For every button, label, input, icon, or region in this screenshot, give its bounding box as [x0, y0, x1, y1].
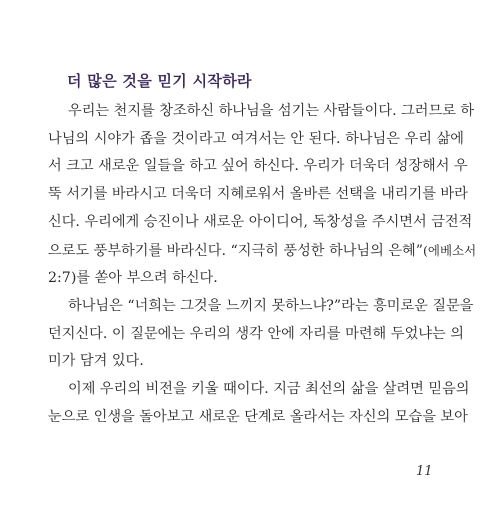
paragraph-2	[48, 293, 474, 376]
text-line	[48, 237, 477, 266]
paragraph-1	[48, 98, 477, 293]
text-line: 뚝 서기를 바라시고 더욱더 지혜로워서 올바른 선택을 내리기를 바라	[48, 186, 468, 203]
text-line: 던지신다. 이 질문에는 우리의 생각 안에 자리를 마련해 두었냐는 의	[48, 325, 464, 342]
text-line: 이제 우리의 비전을 키울 때이다. 지금 최선의 삶을 살려면 믿음의	[68, 381, 470, 398]
text-line: 신다. 우리에게 승진이나 새로운 아이디어, 독창성을 주시면서 금전적	[48, 213, 473, 230]
section-heading: 더 많은 것을 믿기 시작하라	[67, 72, 252, 90]
text-line-main: 으로도 풍부하기를 바라신다. “지극히 풍성한 하나님의 은혜”	[48, 242, 423, 259]
page-number: 11	[416, 464, 433, 479]
text-line: 우리는 천지를 창조하신 하나님을 섬기는 사람들이다. 그러므로 하	[68, 103, 475, 119]
text-line: 미가 담겨 있다.	[48, 353, 144, 370]
text-line: 나님의 시야가 좁을 것이라고 여겨서는 안 된다. 하나님은 우리 삶에	[48, 130, 464, 147]
text-line: 2:7)를 쏟아 부으려 하신다.	[48, 270, 218, 287]
scripture-citation: (에베소서	[423, 242, 477, 258]
paragraph-3	[48, 376, 470, 431]
text-line: 하나님은 “너희는 그것을 느끼지 못하느냐?”라는 흥미로운 질문을	[68, 297, 474, 314]
text-line: 서 크고 새로운 일들을 하고 싶어 하신다. 우리가 더욱더 성장해서 우	[48, 158, 468, 175]
text-line: 눈으로 인생을 돌아보고 새로운 단계로 올라서는 자신의 모습을 보아	[48, 408, 468, 425]
body-text	[48, 98, 477, 431]
